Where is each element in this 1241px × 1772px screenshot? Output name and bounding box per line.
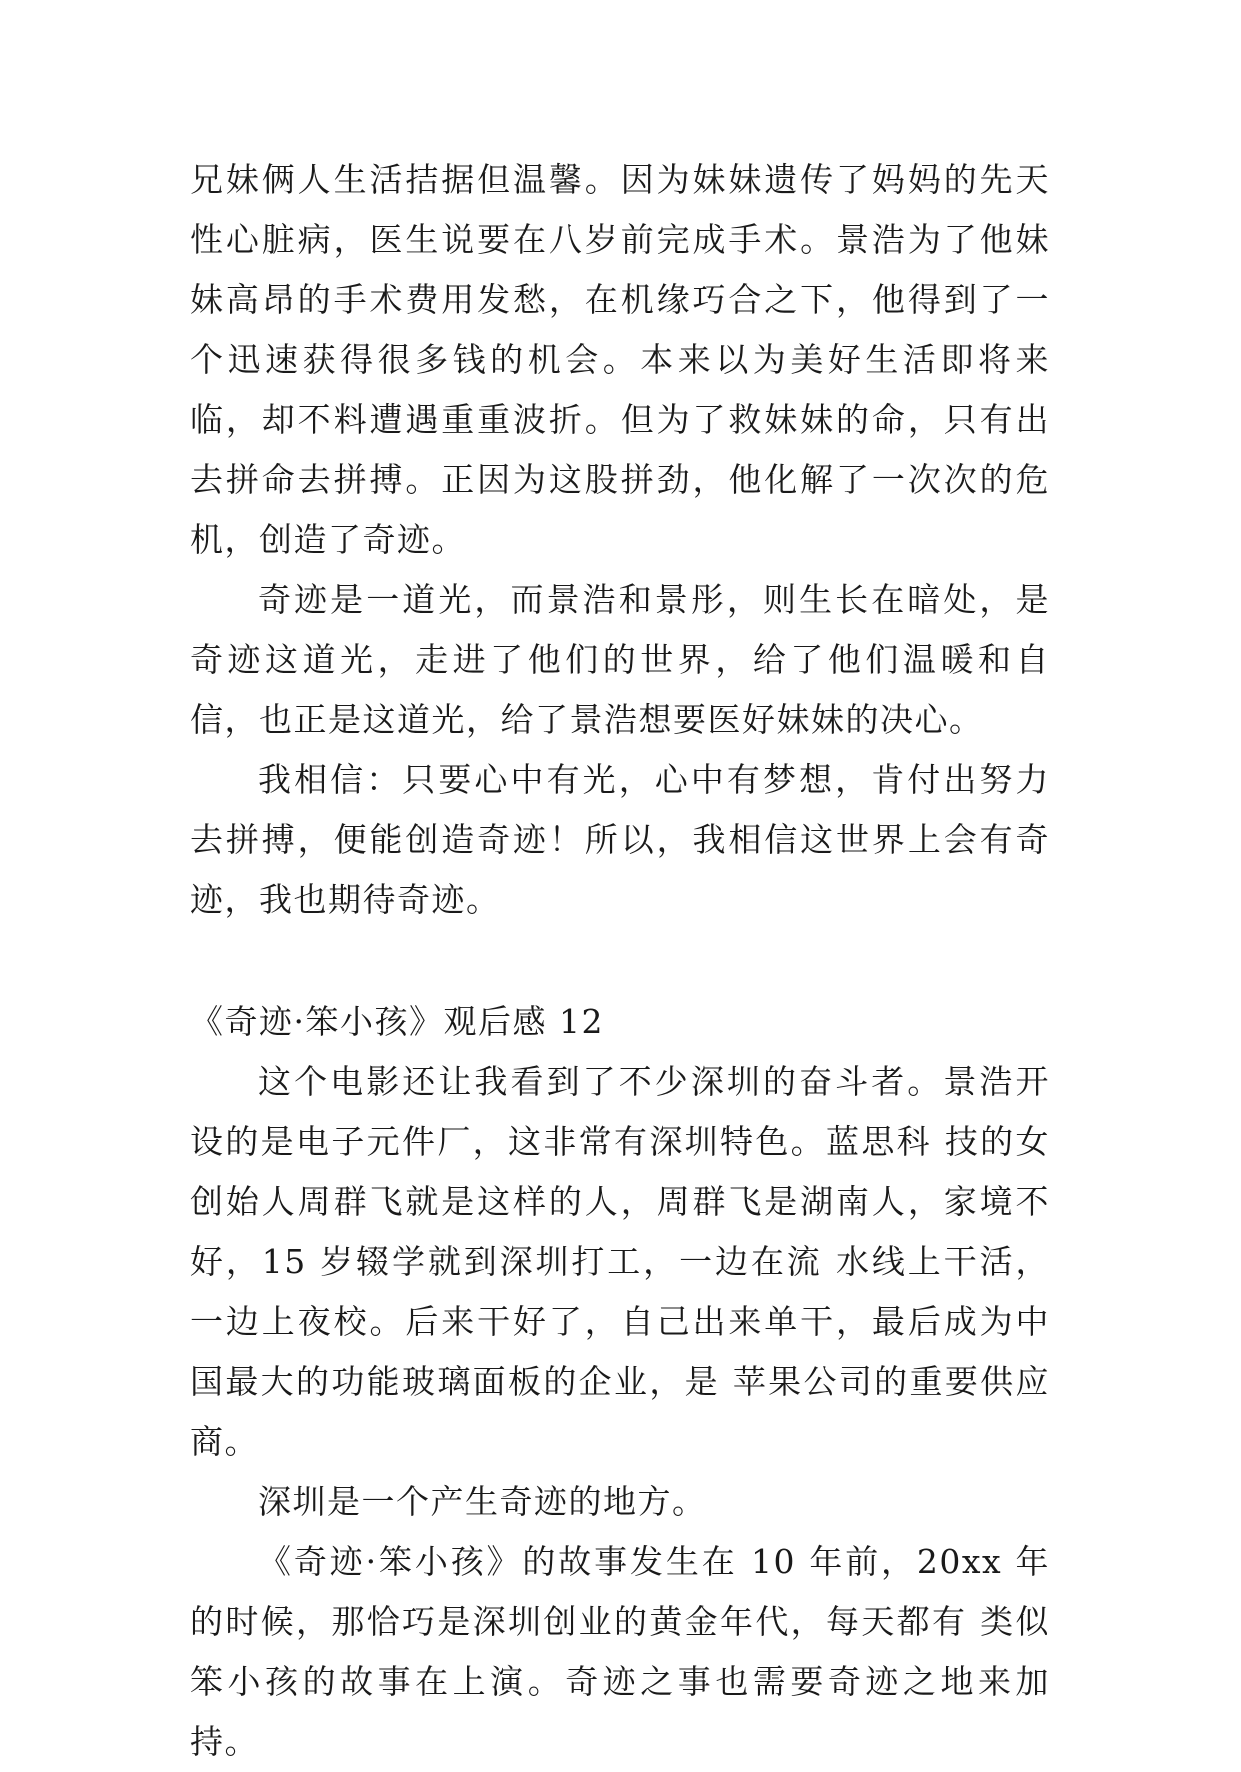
section-heading: 《奇迹·笨小孩》观后感 12 bbox=[190, 1002, 604, 1041]
paragraph-story-era: 《奇迹·笨小孩》的故事发生在 10 年前，20xx 年的时候，那恰巧是深圳创业的黄金年代，每天都有 类似笨小孩的故事在上演。奇迹之事也需要奇迹之地来加持。 bbox=[190, 1542, 1050, 1761]
paragraph-miracle-light: 奇迹是一道光，而景浩和景彤，则生长在暗处，是奇迹这道光，走进了他们的世界，给了他们温暖和自信，也正是这道光，给了景浩想要医好妹妹的决心。 bbox=[190, 580, 1050, 739]
document-page bbox=[190, 150, 1050, 1772]
paragraph-shenzhen-miracle-place: 深圳是一个产生奇迹的地方。 bbox=[258, 1482, 707, 1521]
paragraph-belief: 我相信：只要心中有光，心中有梦想，肯付出努力去拼搏，便能创造奇迹！所以，我相信这世界上会有奇迹，我也期待奇迹。 bbox=[190, 760, 1050, 919]
paragraph-story-summary: 兄妹俩人生活拮据但温馨。因为妹妹遗传了妈妈的先天性心脏病，医生说要在八岁前完成手术。景浩为了他妹妹高昂的手术费用发愁，在机缘巧合之下，他得到了一个迅速获得很多钱的机会。本来以为美好生活即将来临，却不料遭遇重重波折。但为了救妹妹的命，只有出去拼命去拼搏。正因为这股拼劲，他化解了一次次的危机，创造了奇迹。 bbox=[190, 160, 1050, 559]
paragraph-shenzhen-strivers: 这个电影还让我看到了不少深圳的奋斗者。景浩开设的是电子元件厂，这非常有深圳特色。蓝思科 技的女创始人周群飞就是这样的人，周群飞是湖南人，家境不好，15 岁辍学就到深圳打工，一边在流 水线上干活，一边上夜校。后来干好了，自己出来单干，最后成为中国最大的功能玻璃面板的企业，是 苹果公司的重要供应商。 bbox=[190, 1062, 1050, 1461]
section-spacer bbox=[190, 930, 1050, 992]
